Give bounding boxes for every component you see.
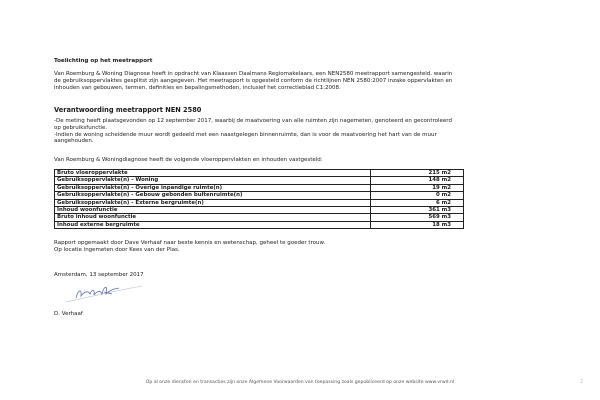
signature-icon (64, 280, 144, 306)
place-date: Amsterdam, 13 september 2017 (54, 272, 144, 278)
verantwoording-text (54, 118, 454, 145)
row-label: Inhoud externe bergruimte (55, 221, 371, 228)
table-row (55, 214, 464, 221)
section-heading-toelichting: Toelichting op het meetrapport (54, 58, 153, 64)
verantwoording-line-2: -Indien de woning scheidende muur wordt gedeeld met een naastgelegen binnenruimte, dan is voor de maatvoering het hart van de muur aangehouden. (54, 131, 437, 145)
signer-name: D. Verhaaf (54, 311, 83, 317)
row-value: 0 m2 (371, 192, 464, 199)
row-label: Gebruiksoppervlakte(n) - Gebouw gebonden buitenruimte(n) (55, 192, 371, 199)
table-row (55, 177, 464, 184)
measurements-table (54, 169, 464, 229)
row-value: 569 m3 (371, 214, 464, 221)
row-value: 215 m2 (371, 170, 464, 177)
footer-text: Op al onze diensten en transacties zijn onze Algemene Voorwaarden van toepassing zoals gepubliceerd op onze website www.vrwd.nl (145, 380, 455, 385)
table-intro: Van Roemburg & Woningdiagnose heeft de volgende vloeroppervlakten en inhouden vastgesteld: (54, 157, 323, 163)
row-value: 19 m2 (371, 184, 464, 191)
row-value: 361 m3 (371, 207, 464, 214)
section-heading-verantwoording: Verantwoording meetrapport NEN 2580 (54, 106, 202, 114)
row-label: Bruto inhoud woonfunctie (55, 214, 371, 221)
row-value: 18 m3 (371, 221, 464, 228)
table-row (55, 184, 464, 191)
page-number: 2 (580, 379, 584, 385)
row-label: Inhoud woonfunctie (55, 207, 371, 214)
row-label: Bruto vloeroppervlakte (55, 170, 371, 177)
toelichting-paragraph: Van Roemburg & Woning Diagnose heeft in opdracht van Klaassen Daalmans Regiomakelaars, een NEN2580 meetrapport samengesteld, waarin de gebruiksoppervlaktes gesplitst zijn aangegeven. Het meetrapport is opgesteld conform de richtlijnen NEN 2580:2007 inzake oppervlakten en inhouden van gebouwen, termen, definities en bepalingsmethoden, inclusief het correctieblad C1:2008. (54, 71, 453, 91)
verantwoording-line-1: -De meting heeft plaatsgevonden op 12 september 2017, waarbij de maatvoering van alle ruimten zijn nagemeten, genoteerd en gecontroleerd op gebruiksfunctie. (54, 118, 452, 131)
table-row (55, 207, 464, 214)
table-row (55, 170, 464, 177)
closing-line-2: Op locatie ingemeten door Kees van der Plas. (54, 246, 180, 253)
row-value: 148 m2 (371, 177, 464, 184)
closing-line-1: Rapport opgemaakt door Dave Verhaaf naar beste kennis en wetenschap, geheel te goeder trouw. (54, 240, 326, 246)
row-value: 6 m2 (371, 199, 464, 206)
closing-text (54, 240, 454, 254)
table-row (55, 221, 464, 228)
table-row (55, 199, 464, 206)
row-label: Gebruiksoppervlakte(n) - Overige inpandige ruimte(n) (55, 184, 371, 191)
row-label: Gebruiksoppervlakte(n) - Externe bergruimte(n) (55, 199, 371, 206)
table-row (55, 192, 464, 199)
row-label: Gebruiksoppervlakte(n) - Woning (55, 177, 371, 184)
